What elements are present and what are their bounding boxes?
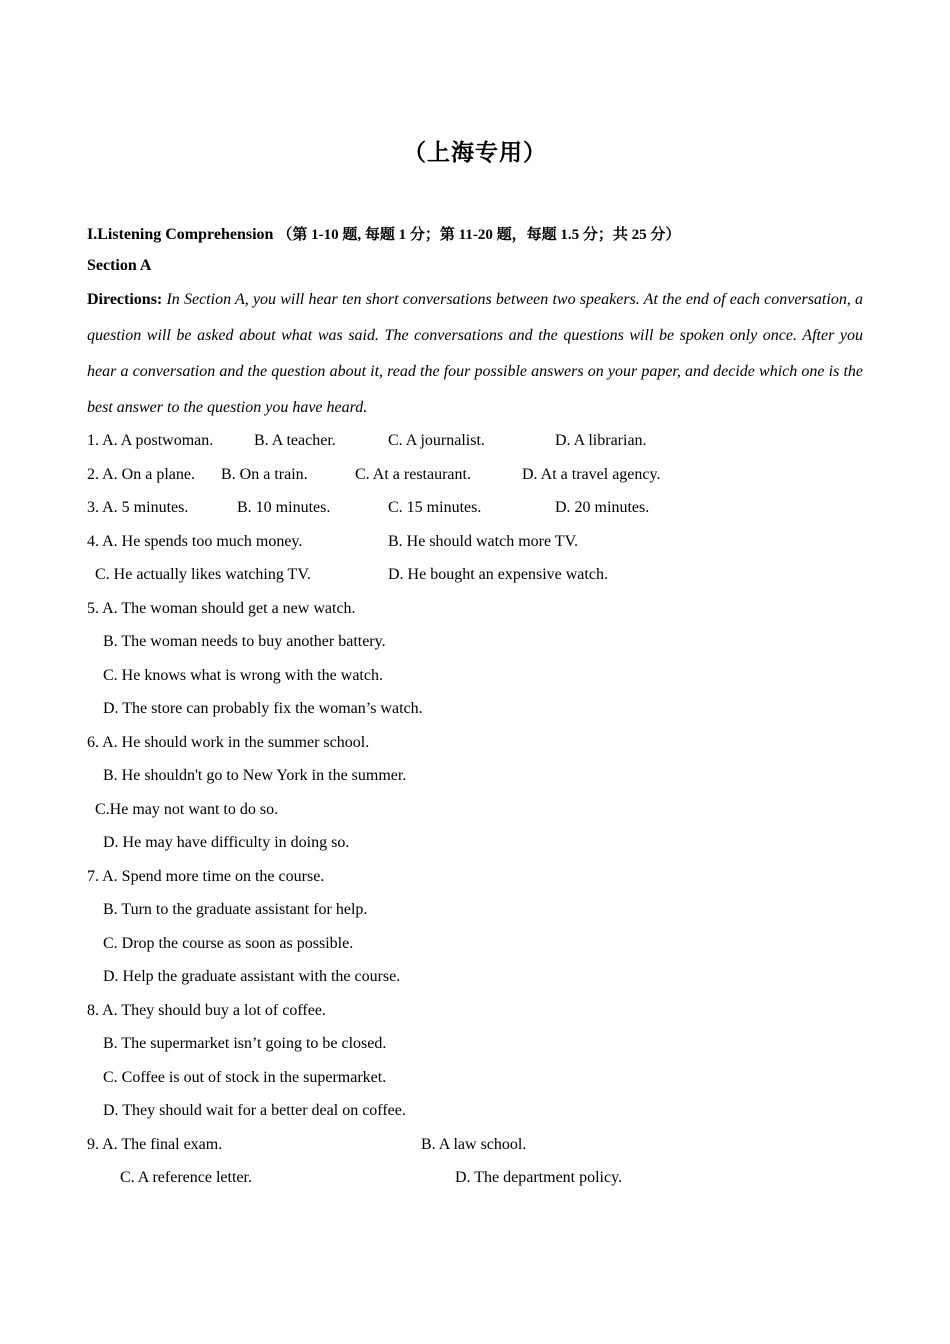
q1-option-c: C. A journalist.	[388, 432, 485, 449]
q7-option-c: C. Drop the course as soon as possible.	[103, 935, 354, 952]
q7-option-a: 7. A. Spend more time on the course.	[87, 868, 325, 885]
q9-option-d: D. The department policy.	[455, 1169, 623, 1186]
q5-option-c: C. He knows what is wrong with the watch.	[103, 667, 383, 684]
q1-option-d: D. A librarian.	[555, 432, 647, 449]
q8-option-a: 8. A. They should buy a lot of coffee.	[87, 1002, 326, 1019]
q5-option-a: 5. A. The woman should get a new watch.	[87, 600, 356, 617]
q5-option-d: D. The store can probably fix the woman’s watch.	[103, 700, 423, 717]
q4-option-d: D. He bought an expensive watch.	[388, 566, 608, 583]
q8-option-d: D. They should wait for a better deal on coffee.	[103, 1102, 406, 1119]
q6-option-d: D. He may have difficulty in doing so.	[103, 834, 350, 851]
q8-option-c: C. Coffee is out of stock in the supermarket.	[103, 1069, 387, 1086]
directions-label: Directions:	[87, 291, 163, 308]
q9-option-a: 9. A. The final exam.	[87, 1136, 223, 1153]
q4-option-a: 4. A. He spends too much money.	[87, 533, 303, 550]
q9-option-b: B. A law school.	[421, 1136, 527, 1153]
q6-option-a: 6. A. He should work in the summer school.	[87, 734, 370, 751]
q7-option-d: D. Help the graduate assistant with the course.	[103, 968, 401, 985]
q3-option-d: D. 20 minutes.	[555, 499, 650, 516]
q2-option-d: D. At a travel agency.	[522, 466, 661, 483]
q5-option-b: B. The woman needs to buy another battery.	[103, 633, 386, 650]
part-heading-line	[87, 223, 680, 244]
q4-option-b: B. He should watch more TV.	[388, 533, 579, 550]
q1-option-b: B. A teacher.	[254, 432, 336, 449]
directions-text: In Section A, you will hear ten short conversations between two speakers. At the end of each conversation, a question will be asked about what was said. The conversations and the questions will be spoken only once. After you hear a conversation and the question about it, read the four possible answers on your paper, and decide which one is the best answer to the question you have heard.	[87, 291, 864, 416]
directions	[87, 282, 863, 426]
q6-option-c: C.He may not want to do so.	[95, 801, 279, 818]
q4-option-c: C. He actually likes watching TV.	[95, 566, 311, 583]
q3-option-b: B. 10 minutes.	[237, 499, 331, 516]
q2-option-b: B. On a train.	[221, 466, 308, 483]
section-heading: Section A	[87, 257, 152, 274]
q3-option-a: 3. A. 5 minutes.	[87, 499, 189, 516]
part-scoring: （第 1-10 题, 每题 1 分；第 11-20 题，每题 1.5 分；共 25 分）	[277, 227, 681, 243]
part-heading: I.Listening Comprehension	[87, 226, 274, 243]
q9-option-c: C. A reference letter.	[120, 1169, 252, 1186]
q7-option-b: B. Turn to the graduate assistant for help.	[103, 901, 368, 918]
page-title: （上海专用）	[403, 140, 547, 166]
q8-option-b: B. The supermarket isn’t going to be closed.	[103, 1035, 387, 1052]
q2-option-a: 2. A. On a plane.	[87, 466, 195, 483]
q6-option-b: B. He shouldn't go to New York in the summer.	[103, 767, 407, 784]
q2-option-c: C. At a restaurant.	[355, 466, 471, 483]
q3-option-c: C. 15 minutes.	[388, 499, 482, 516]
q1-option-a: 1. A. A postwoman.	[87, 432, 214, 449]
